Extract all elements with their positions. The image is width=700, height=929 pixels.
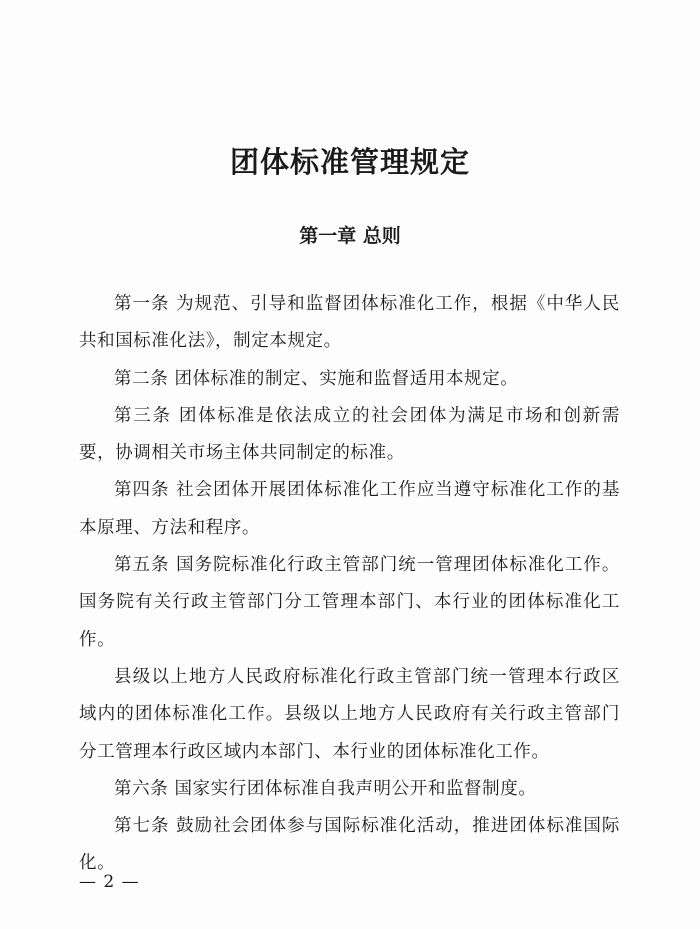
- chapter-title: 第一章 总则: [299, 225, 401, 247]
- article-7: 第七条 鼓励社会团体参与国际标准化活动，推进团体标准国际化。: [79, 816, 620, 874]
- article-3: 第三条 团体标准是依法成立的社会团体为满足市场和创新需要，协调相关市场主体共同制定的标准。: [79, 405, 620, 464]
- article-5-paragraph-2: 县级以上地方人民政府标准化行政主管部门统一管理本行政区域内的团体标准化工作。县级以上地方人民政府有关行政主管部门分工管理本行政区域内本部门、本行业的团体标准化工作。: [79, 666, 620, 762]
- article-2: 第二条 团体标准的制定、实施和监督适用本规定。: [114, 368, 519, 389]
- page-number: — 2 —: [79, 872, 140, 892]
- document-title: 团体标准管理规定: [229, 145, 470, 179]
- document-body: [79, 286, 620, 883]
- article-1: 第一条 为规范、引导和监督团体标准化工作，根据《中华人民共和国标准化法》，制定本规定。: [79, 294, 620, 352]
- article-4: 第四条 社会团体开展团体标准化工作应当遵守标准化工作的基本原理、方法和程序。: [79, 480, 620, 538]
- article-6: 第六条 国家实行团体标准自我声明公开和监督制度。: [114, 778, 537, 799]
- article-5: 第五条 国务院标准化行政主管部门统一管理团体标准化工作。国务院有关行政主管部门分工管理本部门、本行业的团体标准化工作。: [79, 555, 620, 650]
